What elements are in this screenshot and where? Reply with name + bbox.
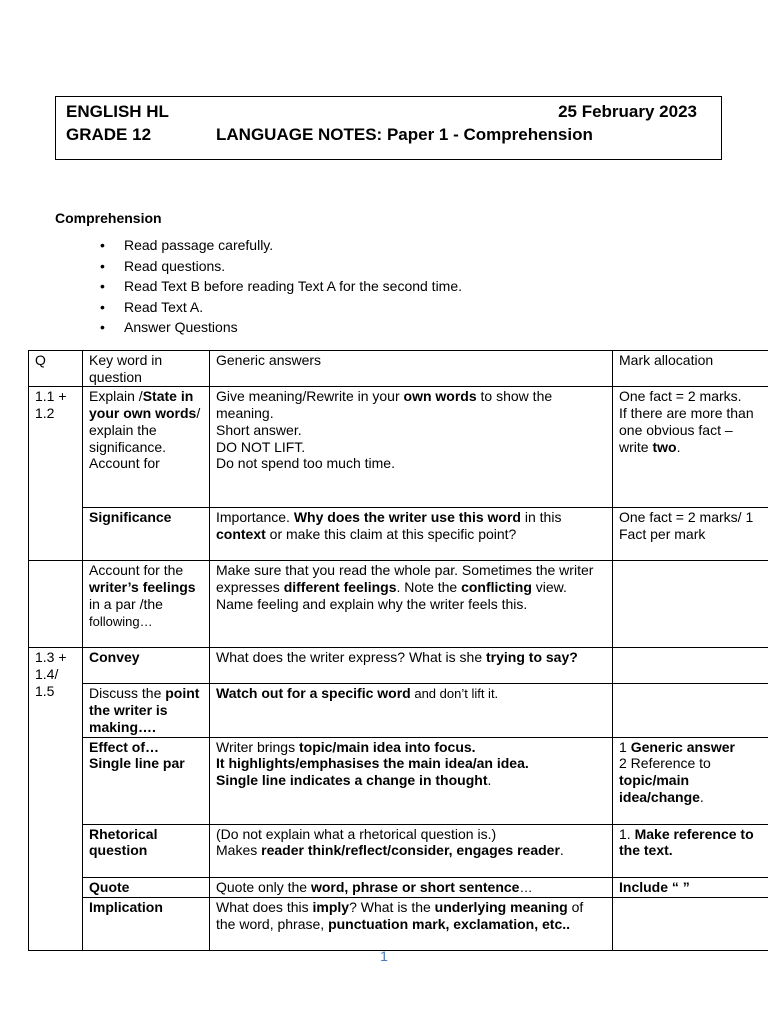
keyword-cell: Significance [83,508,210,561]
mark-cell [613,898,768,951]
answer-cell: (Do not explain what a rhetorical question is.) Makes reader think/reflect/consider, engages reader. [210,824,613,877]
list-item: • Read Text A. [100,297,462,318]
answer-cell: Writer brings topic/main idea into focus. It highlights/emphasises the main idea/an idea. Single line indicates a change in thought. [210,737,613,824]
list-item: • Answer Questions [100,317,462,338]
answer-cell: Make sure that you read the whole par. Sometimes the writer expresses different feelings. Note the conflicting view. Name feeling and explain why the writer feels this. [210,561,613,648]
keyword-cell: Implication [83,898,210,951]
keyword-cell: Effect of… Single line par [83,737,210,824]
mark-cell: One fact = 2 marks. If there are more than one obvious fact – write two. [613,387,768,508]
answer-cell: What does the writer express? What is she trying to say? [210,648,613,684]
list-item: • Read Text B before reading Text A for the second time. [100,276,462,297]
mark-cell [613,561,768,648]
mark-cell: One fact = 2 marks/ 1 Fact per mark [613,508,768,561]
table-row [29,684,768,737]
date-label: 25 February 2023 [558,102,697,121]
header-cell: Q [29,351,83,387]
header-cell: Key word in question [83,351,210,387]
answer-cell: Importance. Why does the writer use this word in this context or make this claim at this specific point? [210,508,613,561]
keyword-cell: Discuss the point the writer is making…. [83,684,210,737]
page-number: 1 [380,948,388,964]
keyword-cell: Explain /State in your own words/ explain the significance. Account for [83,387,210,508]
mark-cell [613,684,768,737]
keyword-cell: Quote [83,877,210,898]
mark-cell: 1 Generic answer 2 Reference to topic/main idea/change. [613,737,768,824]
grade-label: GRADE 12 [66,125,152,144]
question-cell: 1.3 + 1.4/ 1.5 [29,648,83,951]
section-title: Comprehension [55,210,162,226]
keyword-cell: Rhetorical question [83,824,210,877]
keyword-cell: Account for the writer’s feelings in a par /the following… [83,561,210,648]
instruction-list [100,235,462,338]
mark-cell: 1. Make reference to the text. [613,824,768,877]
table-row [29,508,768,561]
header-cell: Generic answers [210,351,613,387]
answer-cell: Give meaning/Rewrite in your own words to show the meaning. Short answer. DO NOT LIFT. Do not spend too much time. [210,387,613,508]
list-item: • Read questions. [100,256,462,277]
table-row [29,898,768,951]
answer-cell: Quote only the word, phrase or short sentence… [210,877,613,898]
mark-cell: Include “ ” [613,877,768,898]
answer-cell: Watch out for a specific word and don’t lift it. [210,684,613,737]
list-item: • Read passage carefully. [100,235,462,256]
table-row [29,824,768,877]
table-row [29,737,768,824]
table-row [29,877,768,898]
table-row [29,561,768,648]
mark-cell [613,648,768,684]
answer-cell: What does this imply? What is the underlying meaning of the word, phrase, punctuation mark, exclamation, etc.. [210,898,613,951]
subject-label: ENGLISH HL [66,102,169,121]
question-cell: 1.1 + 1.2 [29,387,83,561]
header-cell: Mark allocation [613,351,768,387]
question-cell [29,561,83,648]
document-title: LANGUAGE NOTES: Paper 1 - Comprehension [216,125,593,144]
table-row [29,648,768,684]
header-box [55,96,722,160]
keyword-cell: Convey [83,648,210,684]
table-row [29,387,768,508]
notes-table [28,350,768,951]
table-header-row [29,351,768,387]
